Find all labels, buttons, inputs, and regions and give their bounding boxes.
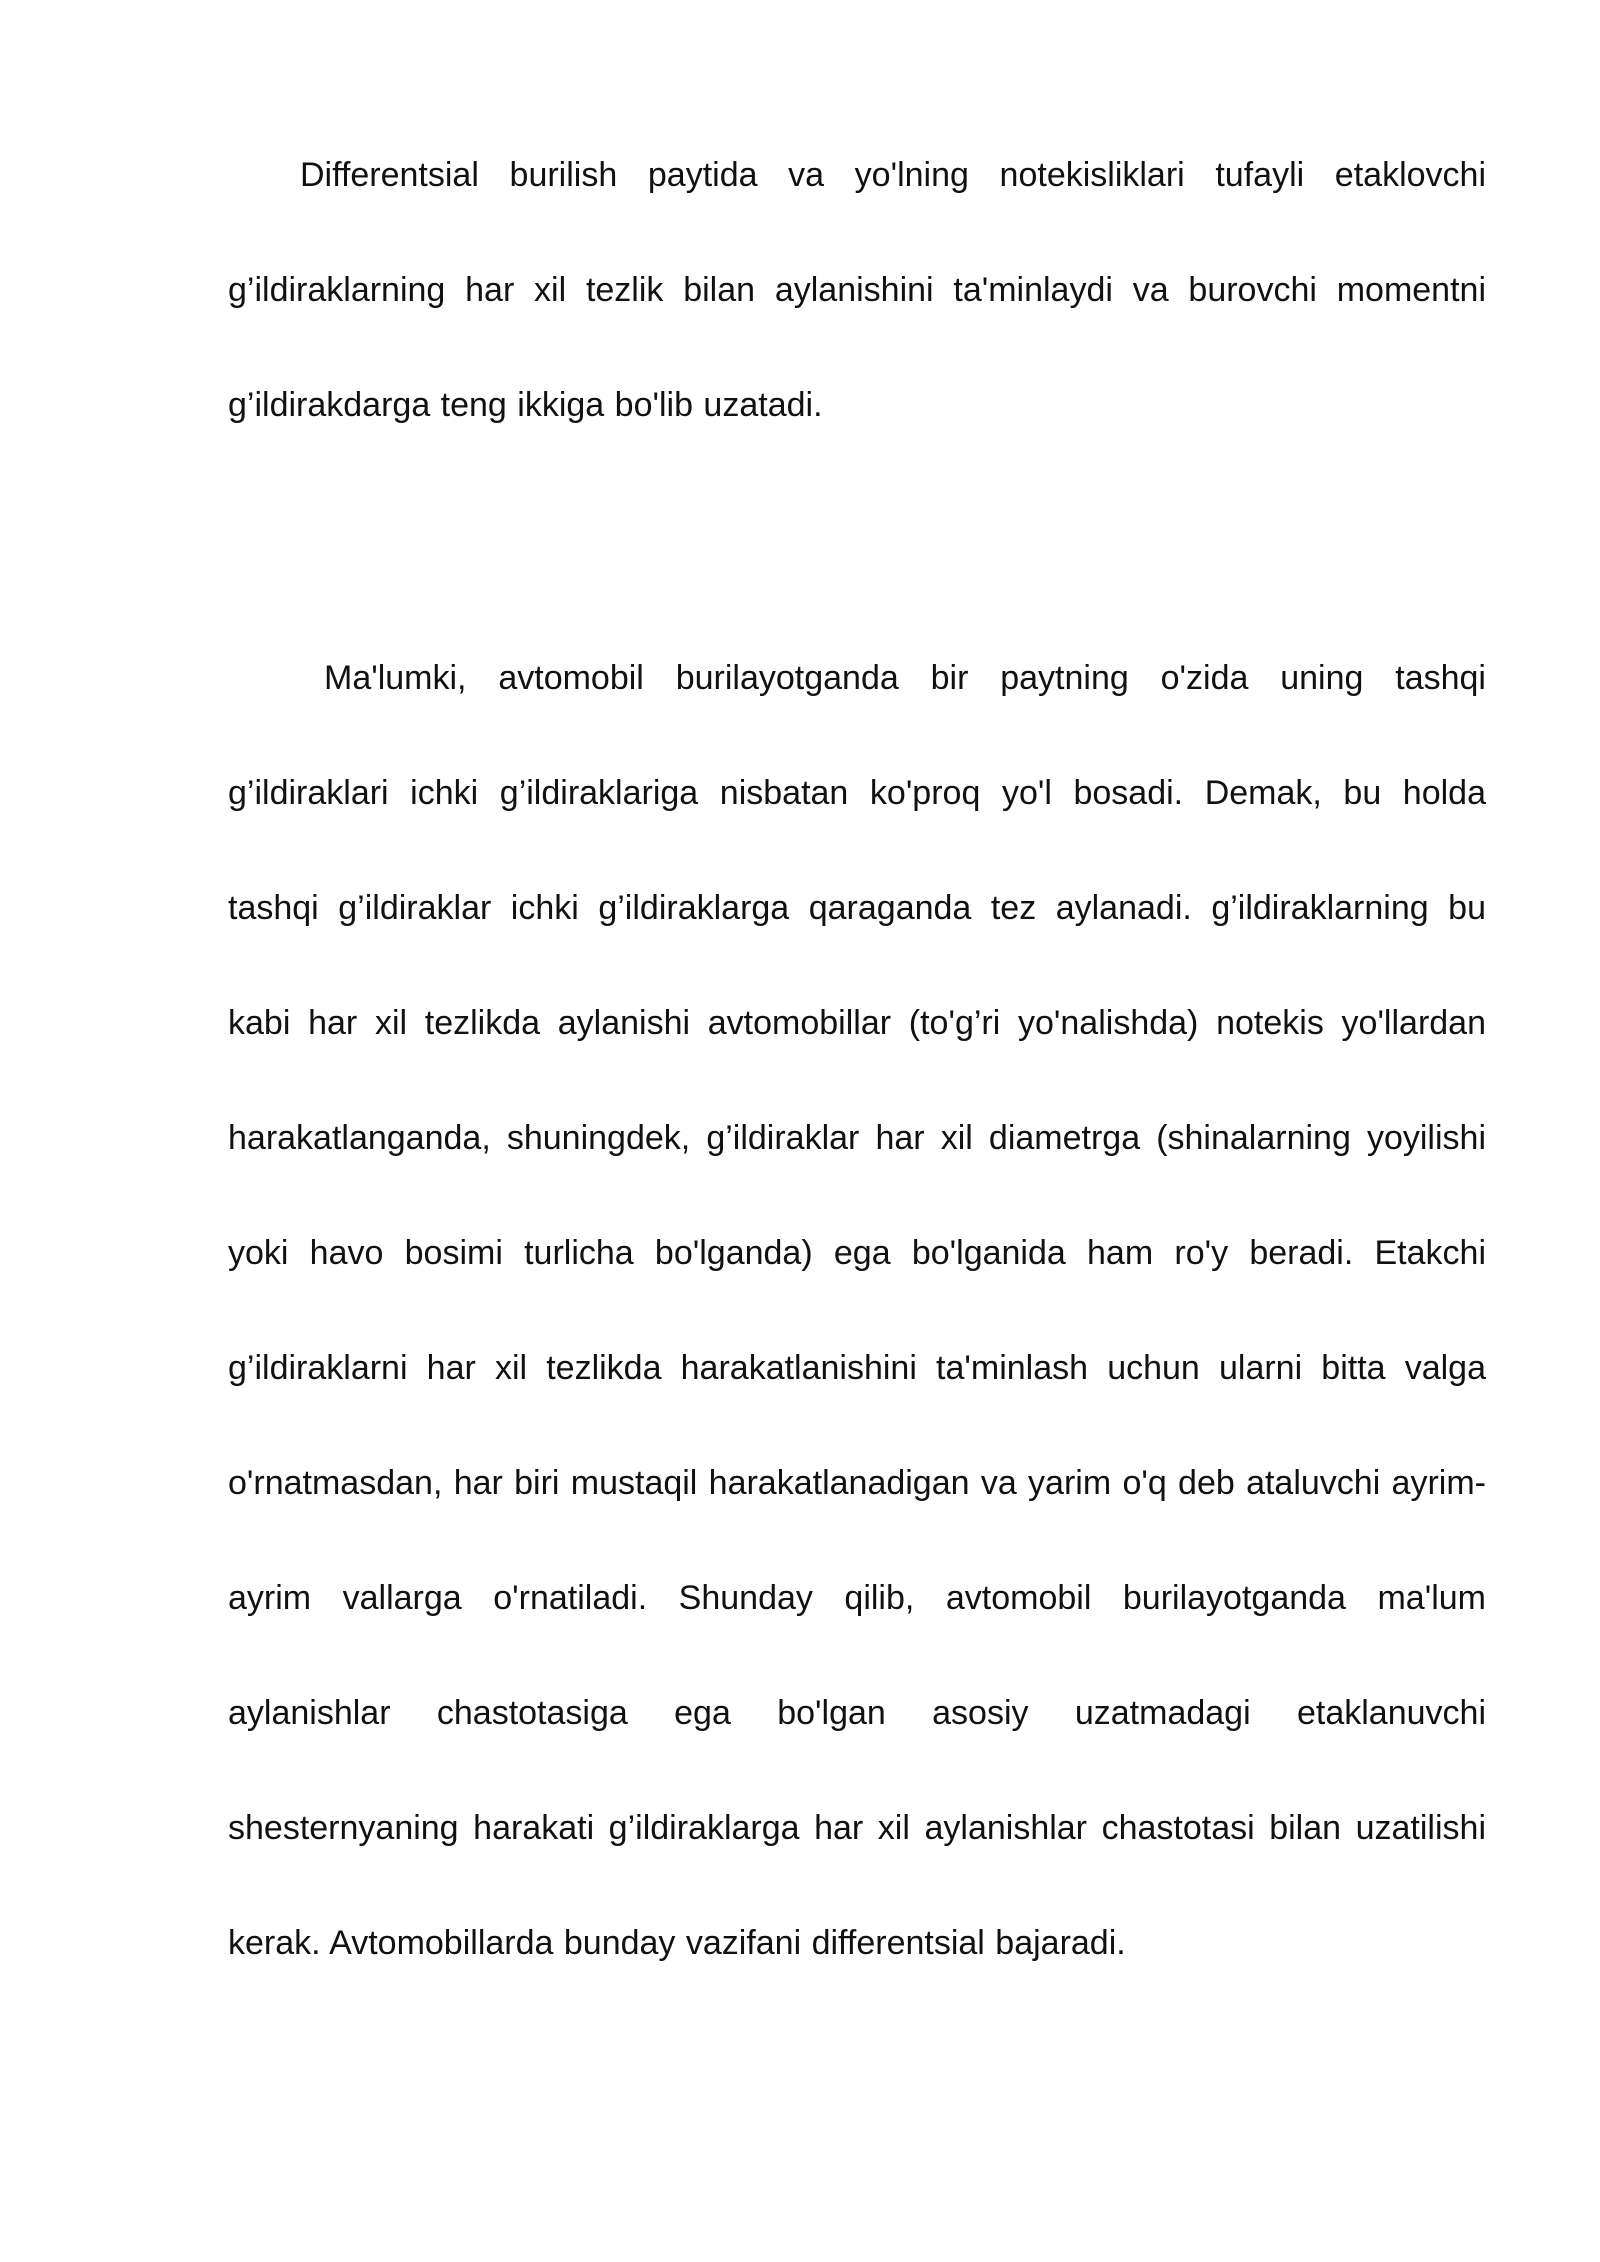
paragraph-differential-explanation: Ma'lumki, avtomobil burilayotganda bir paytning o'zida uning tashqi g’ildiraklari ichki g’ildiraklariga nisbatan ko'proq yo'l bosadi. Demak, bu holda tashqi g’ildiraklar ichki g’ildiraklarga qaraganda tez aylanadi. g’ildiraklarning bu kabi har xil tezlikda aylanishi avtomobillar (to'g’ri yo'nalishda) notekis yo'llardan harakatlanganda, shuningdek, g’ildiraklar har xil diametrga (shinalarning yoyilishi yoki havo bosimi turlicha bo'lganda) ega bo'lganida ham ro'y beradi. Etakchi g’ildiraklarni har xil tezlikda harakatlanishini ta'minlash uchun ularni bitta valga o'rnatmasdan, har biri mustaqil harakatlanadigan va yarim o'q deb ataluvchi ayrim-ayrim vallarga o'rnatiladi. Shunday qilib, avtomobil burilayotganda ma'lum aylanishlar chastotasiga ega bo'lgan asosiy uzatmadagi etaklanuvchi shesternyaning harakati g’ildiraklarga har xil aylanishlar chastotasi bilan uzatilishi kerak. Avtomobillarda bunday vazifani differentsial bajaradi. [228,659,1486,1962]
paragraph-differential-intro: Differentsial burilish paytida va yo'lning notekisliklari tufayli etaklovchi g’ildiraklarning har xil tezlik bilan aylanishini ta'minlaydi va burovchi momentni g’ildirakdarga teng ikkiga bo'lib uzatadi. [228,156,1486,424]
